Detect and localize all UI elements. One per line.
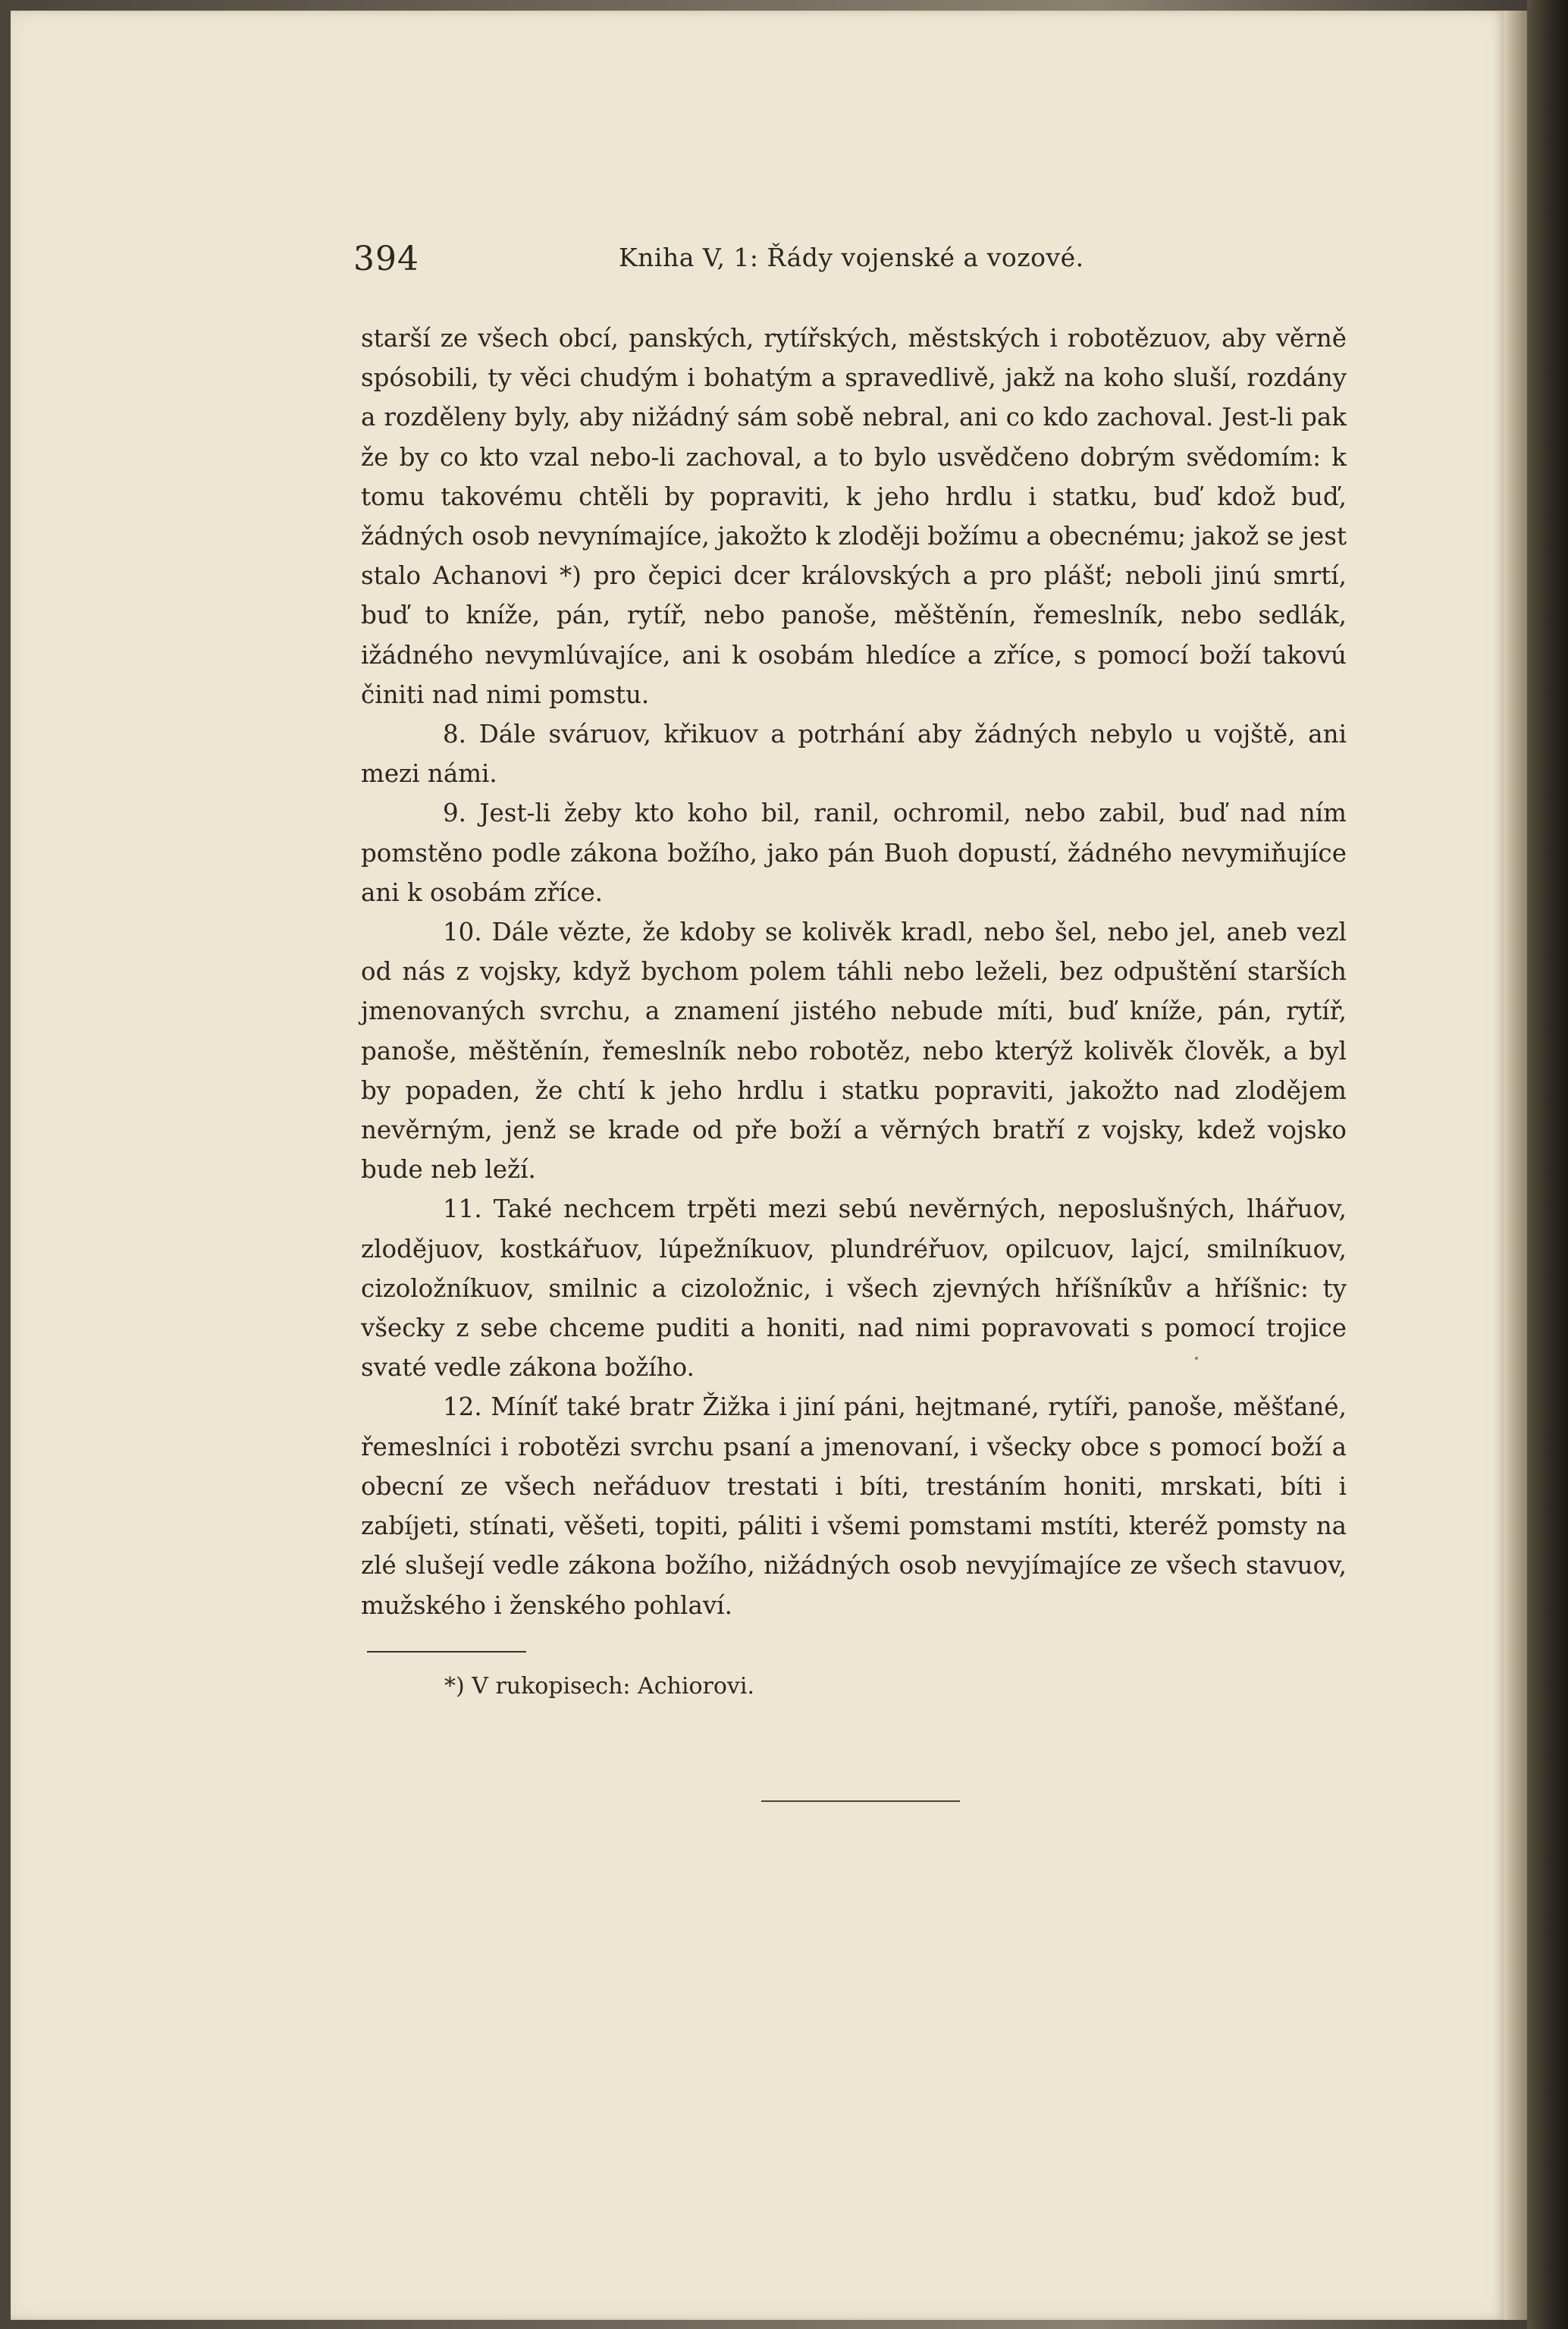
paper-speck: [1195, 1357, 1198, 1360]
footnote: *) V rukopisech: Achiorovi.: [444, 1673, 754, 1700]
paragraph-continuation: starší ze všech obcí, panských, rytířských, městských i robotězuov, aby věrně spósobili, ty věci chudým i bohatým a spravedlivě, jakž na koho sluší, rozdány a rozděleny byly, aby nižádný sám sobě nebral, ani co kdo zachoval. Jest-li pak že by co kto vzal nebo-li zachoval, a to bylo usvědčeno dobrým svědomím: k tomu takovému chtěli by popraviti, k jeho hrdlu i statku, buď kdož buď, žádných osob nevynímajíce, jakožto k zloději božímu a obecnému; jakož se jest stalo Achanovi *) pro čepici dcer královských a pro plášť; neboli jinú smrtí, buď to kníže, pán, rytíř, nebo panoše, měštěnín, řemeslník, nebo sedlák, ižádného nevymlúvajíce, ani k osobám hledíce a zříce, s pomocí boží takovú činiti nad nimi pomstu.: [361, 324, 1347, 709]
paragraph-8: 8. Dále sváruov, křikuov a potrhání aby žádných nebylo u vojště, ani mezi námi.: [361, 720, 1347, 789]
end-rule: [761, 1800, 960, 1802]
paragraph-9: 9. Jest-li žeby kto koho bil, ranil, ochromil, nebo zabil, buď nad ním pomstěno podle zákona božího, jako pán Buoh dopustí, žádného nevymiňujíce ani k osobám zříce.: [361, 799, 1347, 907]
running-head: [353, 237, 1084, 282]
footnote-rule: [367, 1651, 526, 1653]
paragraph-12: 12. Míníť také bratr Žižka i jiní páni, hejtmané, rytíři, panoše, měšťané, řemeslníci i robotězi svrchu psaní a jmenovaní, i všecky obce s pomocí boží a obecní ze všech neřáduov trestati i bíti, trestáním honiti, mrskati, bíti i zabíjeti, stínati, věšeti, topiti, páliti i všemi pomstami mstíti, kteréž pomsty na zlé slušejí vedle zákona božího, nižádných osob nevyjímajíce ze všech stavuov, mužského i ženského pohlaví.: [361, 1392, 1347, 1620]
running-title: Kniha V, 1: Řády vojenské a vozové.: [619, 243, 1084, 272]
paragraph-11: 11. Také nechcem trpěti mezi sebú nevěrných, neposlušných, lhářuov, zlodějuov, kostkářuov, lúpežníkuov, plundréřuov, opilcuov, lajcí, smilníkuov, cizoložníkuov, smilnic a cizoložnic, i všech zjevných hříšníkův a hříšnic: ty všecky z sebe chceme puditi a honiti, nad nimi popravovati s pomocí trojice svaté vedle zákona božího.: [361, 1194, 1347, 1383]
body-text: [361, 319, 1347, 1625]
paragraph-10: 10. Dále vězte, že kdoby se kolivěk kradl, nebo šel, nebo jel, aneb vezl od nás z vojsky, když bychom polem táhli nebo leželi, bez odpuštění starších jmenovaných svrchu, a znamení jistého nebude míti, buď kníže, pán, rytíř, panoše, měštěnín, řemeslník nebo robotěz, nebo kterýž kolivěk člověk, a byl by popaden, že chtí k jeho hrdlu i statku popraviti, jakožto nad zlodějem nevěrným, jenž se krade od pře boží a věrných bratří z vojsky, kdež vojsko bude neb leží.: [361, 918, 1347, 1185]
page-number: 394: [353, 240, 419, 278]
page-edge: [1504, 11, 1527, 2320]
book-gutter: [1527, 0, 1568, 2329]
